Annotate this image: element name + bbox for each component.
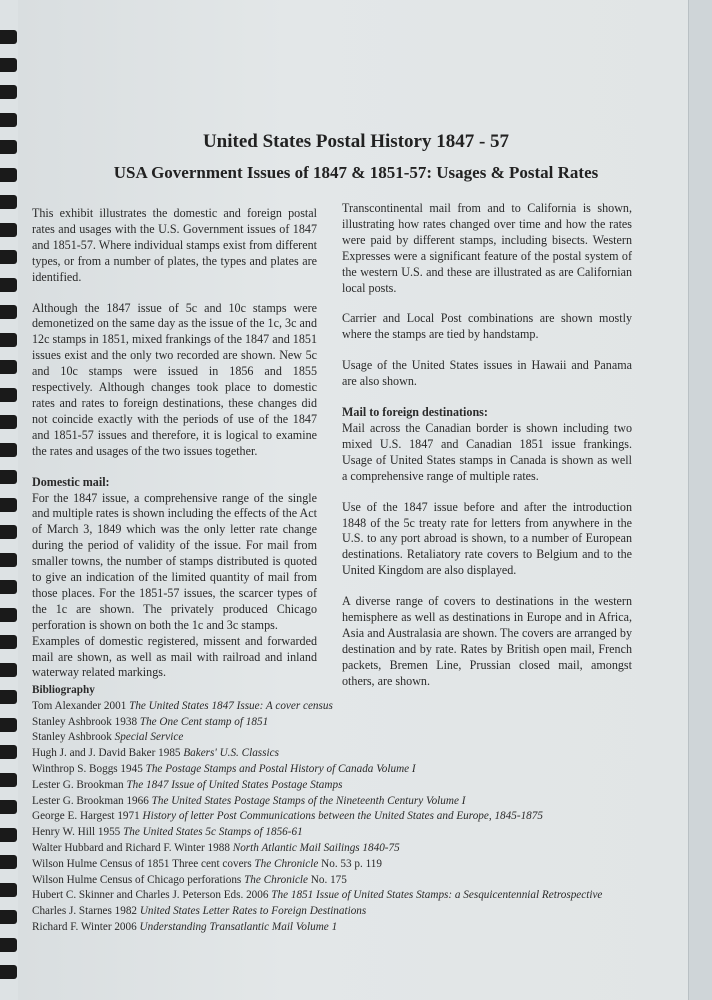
binding-ring — [0, 278, 17, 292]
bibliography-author: Hubert C. Skinner and Charles J. Peterson Eds. 2006 — [32, 889, 272, 902]
bibliography-title: The United States Postage Stamps of the Nineteenth Century Volume I — [151, 794, 466, 807]
demonetized-paragraph: Although the 1847 issue of 5c and 10c stamps were demonetized on the same day as the issue of the 1c, 3c and 12c stamps in 1851, mixed frankings of the 1847 and 1851 issues exist and the only two recorded are shown. New 5c and 10c stamps were issued in 1856 and 1855 respectively. Although changes took place to domestic rates and rates to foreign destinations, these changes did not coincide exactly with the periods of use of the 1847 and 1851-57 issues and therefore, it is logical to examine the rates and usages of the two issues together. — [32, 300, 317, 458]
bibliography-author: Charles J. Starnes 1982 — [32, 905, 140, 918]
binding-ring — [0, 30, 17, 44]
bibliography-entry — [32, 888, 652, 904]
binding-ring — [0, 938, 17, 952]
binding-ring — [0, 415, 17, 429]
binding-ring — [0, 773, 17, 787]
binding-ring — [0, 195, 17, 209]
binding-ring — [0, 855, 17, 869]
bibliography-title: The Postage Stamps and Postal History of Canada Volume I — [145, 762, 416, 775]
binding-ring — [0, 608, 17, 622]
california-paragraph: Transcontinental mail from and to California is shown, illustrating how rates changed over time and how the rates were paid by different stamps, including bisects. Western Expresses were a significant feature of the postal system of the western U.S. and these are illustrated as are Californian local posts. — [342, 201, 632, 295]
foreign-mail-heading: Mail to foreign destinations: — [342, 405, 488, 420]
bibliography-entry — [32, 746, 652, 762]
bibliography-entry — [32, 920, 652, 936]
carrier-paragraph: Carrier and Local Post combinations are shown mostly where the stamps are tied by handstamp. — [342, 311, 632, 342]
binding-ring — [0, 470, 17, 484]
binding-ring — [0, 388, 17, 402]
bibliography-title: Bakers' U.S. Classics — [183, 747, 279, 760]
bibliography-entry — [32, 730, 652, 746]
bibliography-author: Lester G. Brookman — [32, 778, 127, 791]
binding-ring — [0, 113, 17, 127]
binding-ring — [0, 745, 17, 759]
page-title: United States Postal History 1847 - 57 — [202, 131, 510, 152]
intro-paragraph: This exhibit illustrates the domestic and foreign postal rates and usages with the U.S. Government issues of 1847 and 1851-57. Where individual stamps exist from different types, or from a number of plates, the types and plates are identified. — [32, 206, 317, 284]
binding-ring — [0, 663, 17, 677]
bibliography-author: Henry W. Hill 1955 — [32, 826, 124, 839]
bibliography-author: Hugh J. and J. David Baker 1985 — [32, 747, 184, 760]
binding-ring — [0, 58, 17, 72]
bibliography-title: Special Service — [114, 731, 184, 744]
bibliography-entry — [32, 762, 652, 778]
bibliography-author: Winthrop S. Boggs 1945 — [32, 762, 146, 775]
bibliography-title: The United States 1847 Issue: A cover census — [129, 699, 333, 712]
binding-ring — [0, 718, 17, 732]
bibliography-entry — [32, 778, 652, 794]
bibliography-author: Walter Hubbard and Richard F. Winter 1988 — [32, 841, 233, 854]
binding-ring — [0, 883, 17, 897]
bibliography-author: Stanley Ashbrook — [32, 731, 115, 744]
bibliography-author: Stanley Ashbrook 1938 — [32, 715, 140, 728]
binding-ring — [0, 580, 17, 594]
diverse-covers-paragraph: A diverse range of covers to destinations in the western hemisphere as well as destinations in Europe and in Africa, Asia and Australasia are shown. The covers are arranged by destination and by rate. Rates by British open mail, French packets, Bremen Line, Prussian closed mail, amongst others, are shown. — [342, 594, 632, 688]
bibliography-author: Lester G. Brookman 1966 — [32, 794, 152, 807]
binding-ring — [0, 553, 17, 567]
binding-ring — [0, 305, 17, 319]
bibliography-entry — [32, 699, 652, 715]
bibliography-title: North Atlantic Mail Sailings 1840-75 — [232, 841, 400, 854]
treaty-rate-paragraph: Use of the 1847 issue before and after the introduction 1848 of the 5c treaty rate for letters from anywhere in the U.S. to any port abroad is shown, to a number of European destinations. Retaliatory rate covers to Belgium and to the United Kingdom are also displayed. — [342, 499, 632, 578]
bibliography-author: Tom Alexander 2001 — [32, 699, 130, 712]
bibliography-title: The Chronicle — [254, 857, 319, 870]
binding-ring — [0, 525, 17, 539]
bibliography-entry — [32, 794, 652, 810]
bibliography-title: The 1847 Issue of United States Postage Stamps — [126, 778, 343, 791]
page-subtitle: USA Government Issues of 1847 & 1851-57: Usages & Postal Rates — [113, 163, 599, 182]
bibliography-title: The 1851 Issue of United States Stamps: a Sesquicentennial Retrospective — [271, 889, 603, 902]
binding-ring — [0, 498, 17, 512]
bibliography-title: United States Letter Rates to Foreign Destinations — [139, 905, 367, 918]
binding-ring — [0, 333, 17, 347]
bibliography-title: Understanding Transatlantic Mail Volume 1 — [139, 920, 338, 933]
bibliography-entry — [32, 809, 652, 825]
bibliography-entry — [32, 873, 652, 889]
hawaii-paragraph: Usage of the United States issues in Hawaii and Panama are also shown. — [342, 358, 632, 389]
bibliography-reference: No. 175 — [308, 873, 347, 886]
domestic-mail-heading: Domestic mail: — [32, 474, 110, 489]
bibliography-author: Wilson Hulme Census of 1851 Three cent covers — [32, 857, 255, 870]
binding-ring — [0, 828, 17, 842]
foreign-mail-paragraph: Mail across the Canadian border is shown including two mixed U.S. 1847 and Canadian 1851 issue frankings. Usage of United States stamps in Canada is shown as well a comprehensive range of multiple rates. — [342, 420, 632, 483]
bibliography-title: The Chronicle — [244, 873, 308, 886]
bibliography-title: The United States 5c Stamps of 1856-61 — [123, 826, 303, 839]
bibliography-entry — [32, 904, 652, 920]
bibliography-list — [32, 699, 652, 936]
binding-ring — [0, 965, 17, 979]
bibliography-title: History of letter Post Communications between the United States and Europe, 1845-1875 — [142, 810, 543, 823]
bibliography-author: George E. Hargest 1971 — [32, 810, 143, 823]
bibliography-author: Wilson Hulme Census of Chicago perforations — [32, 873, 245, 886]
binding-ring — [0, 800, 17, 814]
binding-ring — [0, 223, 17, 237]
bibliography-entry — [32, 841, 652, 857]
domestic-mail-paragraph: For the 1847 issue, a comprehensive range of the single and multiple rates is shown including the effects of the Act of March 3, 1849 which was the only letter rate change during the period of validity of the issue. For mail from smaller towns, the number of stamps distributed is quoted to give an indication of the limited quantity of mail from those places. For the 1851-57 issues, the scarcer types of the 1c are shown. The privately produced Chicago perforation is shown on both the 1c and 3c stamps. — [32, 490, 317, 632]
binding-ring — [0, 690, 17, 704]
left-column — [32, 206, 317, 696]
binding-ring — [0, 635, 17, 649]
bibliography-heading: Bibliography — [32, 684, 95, 696]
bibliography-title: The One Cent stamp of 1851 — [139, 715, 269, 728]
domestic-mail-paragraph-2: Examples of domestic registered, missent and forwarded mail are shown, as well as mail with railroad and inland waterway related markings. — [32, 633, 317, 680]
bibliography-entry — [32, 857, 652, 873]
binding-ring — [0, 360, 17, 374]
bibliography-entry — [32, 715, 652, 731]
right-column — [342, 201, 632, 705]
bibliography-entry — [32, 825, 652, 841]
binding-ring — [0, 443, 17, 457]
bibliography — [32, 683, 652, 936]
bibliography-author: Richard F. Winter 2006 — [32, 920, 140, 933]
binding-ring — [0, 910, 17, 924]
binding-ring — [0, 85, 17, 99]
binding-ring — [0, 250, 17, 264]
bibliography-reference: No. 53 p. 119 — [318, 857, 382, 870]
